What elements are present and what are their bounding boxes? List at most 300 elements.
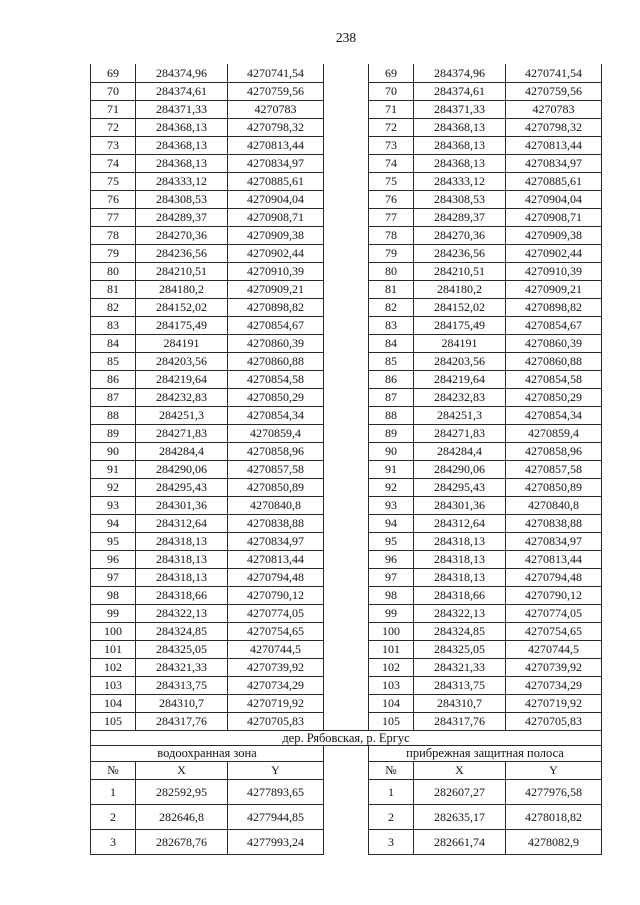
y-value-cell: 4270850,29 [228,388,324,406]
x-value-cell: 282661,74 [413,829,505,854]
point-number-cell: 88 [91,406,136,424]
table-row [369,694,602,712]
table-row [91,334,324,352]
y-value-cell: 4270719,92 [506,694,602,712]
y-value-cell: 4270734,29 [228,676,324,694]
table-row [368,829,601,854]
table-row [91,496,324,514]
y-value-cell: 4270798,32 [506,118,602,136]
point-number-cell: 98 [91,586,136,604]
y-value-cell: 4270857,58 [228,460,324,478]
table-row [91,779,324,804]
point-number-cell: 82 [369,298,414,316]
y-value-cell: 4277993,24 [228,829,324,854]
x-value-cell: 284368,13 [136,118,228,136]
y-value-cell: 4270834,97 [228,532,324,550]
y-value-cell: 4270719,92 [228,694,324,712]
point-number-cell: 1 [368,779,413,804]
y-value-cell: 4270794,48 [506,568,602,586]
point-number-cell: 81 [369,280,414,298]
y-value-cell: 4270904,04 [228,190,324,208]
x-value-cell: 282678,76 [136,829,228,854]
x-value-cell: 284312,64 [414,514,506,532]
y-value-cell: 4270783 [228,100,324,118]
x-value-cell: 284317,76 [136,712,228,730]
y-value-cell: 4270904,04 [506,190,602,208]
x-value-cell: 284318,13 [136,532,228,550]
y-value-cell: 4270790,12 [228,586,324,604]
zone-table-title: прибрежная защитная полоса [368,745,601,761]
table-row [91,100,324,118]
x-value-cell: 284308,53 [136,190,228,208]
zone-table-title: водоохранная зона [91,745,324,761]
x-value-cell: 284313,75 [136,676,228,694]
x-value-cell: 284333,12 [414,172,506,190]
point-number-cell: 91 [369,460,414,478]
y-value-cell: 4270774,05 [228,604,324,622]
point-number-cell: 93 [369,496,414,514]
x-value-cell: 284318,66 [414,586,506,604]
point-number-cell: 94 [91,514,136,532]
x-value-cell: 284236,56 [414,244,506,262]
table-row [91,118,324,136]
point-number-cell: 88 [369,406,414,424]
table-row [368,804,601,829]
y-value-cell: 4270850,89 [228,478,324,496]
x-value-cell: 284324,85 [136,622,228,640]
y-value-cell: 4270854,58 [228,370,324,388]
page-number: 238 [335,30,357,45]
point-number-cell: 97 [369,568,414,586]
point-number-cell: 76 [369,190,414,208]
table-row [91,622,324,640]
point-number-cell: 77 [91,208,136,226]
y-value-cell: 4270783 [506,100,602,118]
x-value-cell: 284270,36 [414,226,506,244]
x-value-cell: 284374,61 [414,82,506,100]
table-row [91,514,324,532]
x-value-cell: 284322,13 [136,604,228,622]
col-header-x: X [136,761,228,779]
y-value-cell: 4270854,34 [228,406,324,424]
x-value-cell: 282646,8 [136,804,228,829]
point-number-cell: 97 [91,568,136,586]
y-value-cell: 4277976,58 [505,779,601,804]
table-row [369,568,602,586]
col-header-num: № [368,761,413,779]
y-value-cell: 4270885,61 [228,172,324,190]
point-number-cell: 89 [369,424,414,442]
point-number-cell: 2 [368,804,413,829]
x-value-cell: 284284,4 [136,442,228,460]
x-value-cell: 284318,13 [414,532,506,550]
y-value-cell: 4270754,65 [506,622,602,640]
zone-title-row [91,745,324,761]
table-row [369,460,602,478]
column-header-row [91,761,324,779]
point-number-cell: 81 [91,280,136,298]
x-value-cell: 284318,13 [136,568,228,586]
x-value-cell: 284374,96 [136,64,228,82]
point-number-cell: 86 [91,370,136,388]
col-header-y: Y [505,761,601,779]
x-value-cell: 284321,33 [414,658,506,676]
y-value-cell: 4270898,82 [228,298,324,316]
table-row [369,658,602,676]
y-value-cell: 4270859,4 [506,424,602,442]
table-row [369,550,602,568]
x-value-cell: 284301,36 [136,496,228,514]
x-value-cell: 284290,06 [136,460,228,478]
point-number-cell: 80 [91,262,136,280]
x-value-cell: 284312,64 [136,514,228,532]
x-value-cell: 284301,36 [414,496,506,514]
point-number-cell: 70 [91,82,136,100]
table-row [91,388,324,406]
table-row [369,82,602,100]
table-row [369,496,602,514]
x-value-cell: 284290,06 [414,460,506,478]
point-number-cell: 105 [91,712,136,730]
y-value-cell: 4270741,54 [228,64,324,82]
table-row [369,478,602,496]
table-row [91,460,324,478]
x-value-cell: 284236,56 [136,244,228,262]
table-row [369,604,602,622]
point-number-cell: 71 [91,100,136,118]
y-value-cell: 4270840,8 [506,496,602,514]
x-value-cell: 284318,66 [136,586,228,604]
x-value-cell: 284191 [136,334,228,352]
coordinate-table-right [368,64,602,731]
point-number-cell: 77 [369,208,414,226]
point-number-cell: 103 [369,676,414,694]
x-value-cell: 284310,7 [414,694,506,712]
point-number-cell: 92 [91,478,136,496]
y-value-cell: 4270908,71 [506,208,602,226]
y-value-cell: 4270759,56 [506,82,602,100]
x-value-cell: 284322,13 [414,604,506,622]
table-row [91,550,324,568]
table-row [369,424,602,442]
x-value-cell: 284318,13 [414,550,506,568]
y-value-cell: 4270885,61 [506,172,602,190]
col-header-y: Y [228,761,324,779]
coordinate-table-left [90,64,324,731]
zone-table-water-protection [90,745,324,855]
table-row [369,514,602,532]
table-row [369,172,602,190]
point-number-cell: 90 [91,442,136,460]
y-value-cell: 4270854,67 [228,316,324,334]
x-value-cell: 284180,2 [136,280,228,298]
x-value-cell: 284232,83 [414,388,506,406]
y-value-cell: 4270705,83 [506,712,602,730]
table-row [368,779,601,804]
x-value-cell: 284371,33 [136,100,228,118]
y-value-cell: 4270860,88 [506,352,602,370]
point-number-cell: 85 [91,352,136,370]
x-value-cell: 284325,05 [414,640,506,658]
table-row [369,370,602,388]
y-value-cell: 4270909,38 [228,226,324,244]
x-value-cell: 284313,75 [414,676,506,694]
table-row [369,64,602,82]
point-number-cell: 2 [91,804,136,829]
point-number-cell: 99 [369,604,414,622]
x-value-cell: 284308,53 [414,190,506,208]
point-number-cell: 71 [369,100,414,118]
x-value-cell: 284368,13 [414,136,506,154]
table-row [91,804,324,829]
x-value-cell: 284271,83 [136,424,228,442]
y-value-cell: 4270858,96 [506,442,602,460]
point-number-cell: 69 [91,64,136,82]
table-row [369,226,602,244]
table-row [91,316,324,334]
y-value-cell: 4270774,05 [506,604,602,622]
point-number-cell: 83 [91,316,136,334]
table-row [369,262,602,280]
y-value-cell: 4270840,8 [228,496,324,514]
y-value-cell: 4270834,97 [506,532,602,550]
point-number-cell: 98 [369,586,414,604]
x-value-cell: 284203,56 [136,352,228,370]
x-value-cell: 284175,49 [136,316,228,334]
table-row [91,532,324,550]
x-value-cell: 284325,05 [136,640,228,658]
table-row [91,406,324,424]
x-value-cell: 284295,43 [414,478,506,496]
point-number-cell: 78 [91,226,136,244]
table-row [369,244,602,262]
x-value-cell: 284271,83 [414,424,506,442]
point-number-cell: 96 [369,550,414,568]
point-number-cell: 70 [369,82,414,100]
x-value-cell: 284180,2 [414,280,506,298]
x-value-cell: 284219,64 [414,370,506,388]
x-value-cell: 284368,13 [414,154,506,172]
point-number-cell: 72 [369,118,414,136]
point-number-cell: 105 [369,712,414,730]
table-row [91,676,324,694]
point-number-cell: 74 [91,154,136,172]
table-row [91,568,324,586]
table-row [91,244,324,262]
y-value-cell: 4270860,88 [228,352,324,370]
table-row [369,622,602,640]
table-row [91,586,324,604]
y-value-cell: 4270860,39 [228,334,324,352]
y-value-cell: 4270754,65 [228,622,324,640]
y-value-cell: 4270908,71 [228,208,324,226]
y-value-cell: 4270909,21 [506,280,602,298]
table-row [369,118,602,136]
point-number-cell: 83 [369,316,414,334]
y-value-cell: 4270850,89 [506,478,602,496]
table-row [91,190,324,208]
y-value-cell: 4270798,32 [228,118,324,136]
point-number-cell: 102 [369,658,414,676]
table-row [369,280,602,298]
y-value-cell: 4270857,58 [506,460,602,478]
x-value-cell: 284374,96 [414,64,506,82]
table-row [369,712,602,730]
x-value-cell: 284368,13 [136,136,228,154]
point-number-cell: 93 [91,496,136,514]
x-value-cell: 282592,95 [136,779,228,804]
x-value-cell: 282607,27 [413,779,505,804]
point-number-cell: 1 [91,779,136,804]
point-number-cell: 87 [91,388,136,406]
x-value-cell: 284317,76 [414,712,506,730]
y-value-cell: 4270813,44 [228,136,324,154]
table-row [91,172,324,190]
point-number-cell: 76 [91,190,136,208]
x-value-cell: 284368,13 [136,154,228,172]
point-number-cell: 94 [369,514,414,532]
coordinate-tables-row [90,64,602,731]
point-number-cell: 95 [91,532,136,550]
table-row [91,136,324,154]
x-value-cell: 284219,64 [136,370,228,388]
zone-tables-row [90,745,602,855]
x-value-cell: 284191 [414,334,506,352]
x-value-cell: 284210,51 [414,262,506,280]
x-value-cell: 282635,17 [413,804,505,829]
table-row [369,298,602,316]
y-value-cell: 4270794,48 [228,568,324,586]
page-content [90,64,602,855]
y-value-cell: 4270739,92 [228,658,324,676]
y-value-cell: 4278082,9 [505,829,601,854]
point-number-cell: 73 [91,136,136,154]
y-value-cell: 4270739,92 [506,658,602,676]
y-value-cell: 4270734,29 [506,676,602,694]
y-value-cell: 4277944,85 [228,804,324,829]
point-number-cell: 104 [91,694,136,712]
table-row [91,640,324,658]
x-value-cell: 284374,61 [136,82,228,100]
x-value-cell: 284251,3 [136,406,228,424]
y-value-cell: 4270854,58 [506,370,602,388]
table-row [369,406,602,424]
point-number-cell: 99 [91,604,136,622]
y-value-cell: 4270838,88 [228,514,324,532]
x-value-cell: 284289,37 [136,208,228,226]
table-row [91,208,324,226]
y-value-cell: 4278018,82 [505,804,601,829]
x-value-cell: 284175,49 [414,316,506,334]
table-row [91,64,324,82]
y-value-cell: 4270854,34 [506,406,602,424]
x-value-cell: 284203,56 [414,352,506,370]
section-header: дер. Рябовская, р. Ергус [90,730,602,746]
table-row [369,532,602,550]
table-row [369,100,602,118]
table-row [91,280,324,298]
x-value-cell: 284284,4 [414,442,506,460]
y-value-cell: 4270759,56 [228,82,324,100]
point-number-cell: 101 [369,640,414,658]
table-row [369,316,602,334]
y-value-cell: 4270860,39 [506,334,602,352]
x-value-cell: 284318,13 [414,568,506,586]
x-value-cell: 284295,43 [136,478,228,496]
point-number-cell: 3 [91,829,136,854]
point-number-cell: 84 [91,334,136,352]
point-number-cell: 75 [91,172,136,190]
table-row [91,154,324,172]
x-value-cell: 284251,3 [414,406,506,424]
table-row [91,226,324,244]
point-number-cell: 84 [369,334,414,352]
point-number-cell: 75 [369,172,414,190]
col-header-num: № [91,761,136,779]
col-header-x: X [413,761,505,779]
column-header-row [368,761,601,779]
point-number-cell: 90 [369,442,414,460]
point-number-cell: 72 [91,118,136,136]
table-row [91,424,324,442]
point-number-cell: 91 [91,460,136,478]
y-value-cell: 4270705,83 [228,712,324,730]
y-value-cell: 4270854,67 [506,316,602,334]
point-number-cell: 89 [91,424,136,442]
point-number-cell: 79 [91,244,136,262]
y-value-cell: 4270859,4 [228,424,324,442]
point-number-cell: 100 [369,622,414,640]
point-number-cell: 92 [369,478,414,496]
table-row [369,388,602,406]
y-value-cell: 4270813,44 [506,550,602,568]
y-value-cell: 4270813,44 [228,550,324,568]
y-value-cell: 4270744,5 [228,640,324,658]
x-value-cell: 284152,02 [414,298,506,316]
y-value-cell: 4270898,82 [506,298,602,316]
y-value-cell: 4270910,39 [228,262,324,280]
zone-title-row [368,745,601,761]
x-value-cell: 284333,12 [136,172,228,190]
point-number-cell: 69 [369,64,414,82]
y-value-cell: 4270902,44 [228,244,324,262]
y-value-cell: 4270902,44 [506,244,602,262]
zone-table-coastal-strip [368,745,602,855]
table-row [369,136,602,154]
point-number-cell: 74 [369,154,414,172]
x-value-cell: 284371,33 [414,100,506,118]
point-number-cell: 79 [369,244,414,262]
x-value-cell: 284232,83 [136,388,228,406]
table-row [91,829,324,854]
point-number-cell: 82 [91,298,136,316]
table-row [369,586,602,604]
x-value-cell: 284270,36 [136,226,228,244]
x-value-cell: 284210,51 [136,262,228,280]
y-value-cell: 4270790,12 [506,586,602,604]
y-value-cell: 4277893,65 [228,779,324,804]
point-number-cell: 80 [369,262,414,280]
point-number-cell: 87 [369,388,414,406]
y-value-cell: 4270838,88 [506,514,602,532]
table-row [91,442,324,460]
table-row [91,478,324,496]
point-number-cell: 102 [91,658,136,676]
table-row [91,658,324,676]
table-row [91,298,324,316]
x-value-cell: 284152,02 [136,298,228,316]
y-value-cell: 4270744,5 [506,640,602,658]
